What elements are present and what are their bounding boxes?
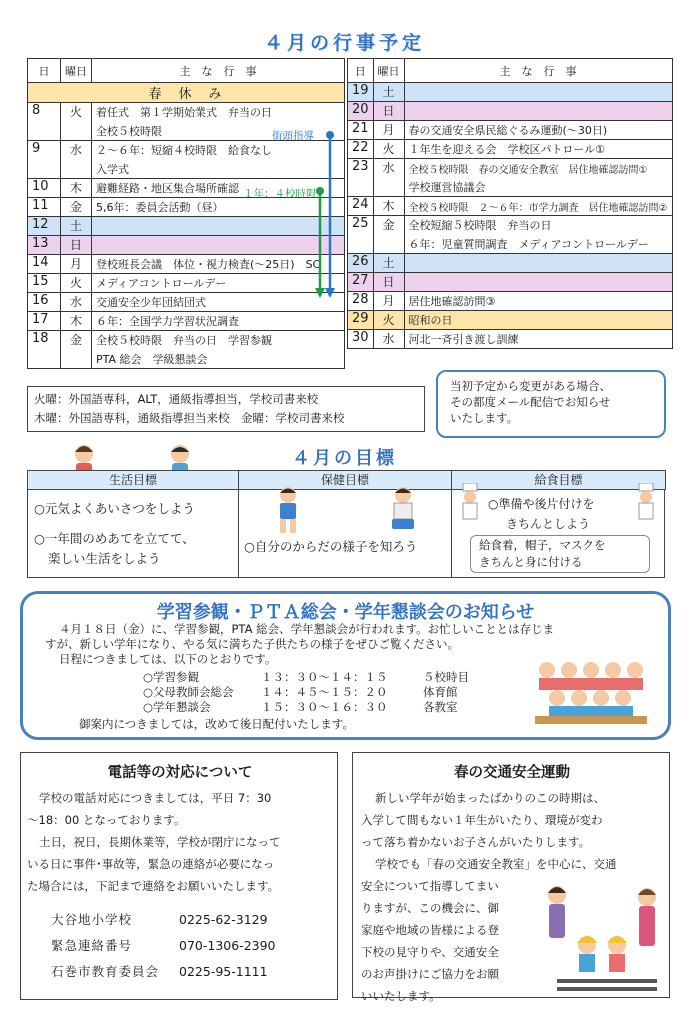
pta-body-line: ４月１８日（金）に、学習参観，PTA 総会、学年懇談会が行われます。お忙しいこととは存じま: [59, 622, 555, 636]
lunch-goal-box: [470, 535, 650, 573]
row-weekday: 月: [373, 292, 404, 311]
calendar-row: [28, 331, 345, 350]
calendar-row: [348, 83, 673, 102]
row-day: 22: [348, 140, 374, 159]
calendar-row: [348, 273, 673, 292]
contact-name: 石巻市教育委員会: [51, 964, 160, 979]
contact-name: 緊急連絡番号: [51, 938, 133, 953]
row-day: 21: [348, 121, 374, 140]
notice-line: その都度メール配信でお知らせ: [450, 395, 611, 409]
calendar-title: ４月の行事予定: [263, 32, 425, 54]
row-event: 全校短縮５校時限 弁当の日: [404, 216, 672, 235]
row-weekday: 火: [373, 140, 404, 159]
row-event: [92, 236, 345, 255]
row-event: 入学式: [92, 160, 345, 179]
lunch-box-line: きちんと身に付ける: [479, 555, 583, 569]
row-weekday: 火: [61, 274, 92, 293]
row-event: 全校５校時限 弁当の日 学習参観: [92, 331, 345, 350]
row-weekday: 水: [61, 141, 92, 179]
row-weekday: 土: [61, 217, 92, 236]
life-goal-2: ○一年間のめあてを立てて、: [34, 531, 195, 546]
row-weekday: 金: [61, 198, 92, 217]
pta-body: [45, 622, 555, 667]
row-event: 河北一斉引き渡し訓練: [404, 330, 672, 349]
health-kids-illustration: [258, 481, 428, 537]
schedule-time: １５：３０～１６：３０: [261, 700, 388, 714]
row-day: 13: [28, 236, 61, 255]
row-weekday: 土: [373, 254, 404, 273]
pta-schedule: [143, 670, 493, 715]
calendar-row: [348, 216, 673, 235]
row-day: 20: [348, 102, 374, 121]
visitors-tue: 火曜：外国語専科，ALT，通級指導担当，学校司書来校: [34, 392, 319, 406]
row-weekday: 火: [61, 103, 92, 141]
life-goal-1: ○元気よくあいさつをしよう: [34, 501, 195, 516]
visitors-thu: 木曜：外国語専科，通級指導担当来校 金曜：学校司書来校: [34, 411, 345, 425]
pta-body-line: すが、新しい学年になり、やる気に満ちた子供たちの様子をぜひご覧ください。: [45, 637, 459, 651]
col-day: 日: [28, 59, 61, 83]
row-day: 18: [28, 331, 61, 369]
row-weekday: 月: [61, 255, 92, 274]
calendar-row: [28, 293, 345, 312]
traffic-body-line: 安全について指導してまい: [361, 879, 499, 893]
chef-icon-right: [636, 483, 656, 523]
row-event: 着任式 第１学期始業式 弁当の日: [92, 103, 345, 122]
goals-title: ４月の目標: [292, 448, 397, 469]
lunch-goal-head: 給食目標: [451, 470, 666, 490]
row-day: 19: [348, 83, 374, 102]
calendar-row: [348, 140, 673, 159]
contact-number: 0225-62-3129: [179, 912, 268, 927]
pta-title: 学習参観・ＰＴＡ総会・学年懇談会のお知らせ: [156, 602, 535, 623]
calendar-row: [348, 292, 673, 311]
notice-line: いたします。: [450, 411, 519, 425]
row-event: ２～６年：短縮４校時限 給食なし: [92, 141, 345, 160]
row-event: [404, 102, 672, 121]
schedule-time: １３：３０～１４：１５: [261, 670, 388, 684]
pta-body-line: 日程につきましては、以下のとおりです。: [59, 652, 277, 666]
schedule-time: １４：４５～１５：２０: [261, 685, 388, 699]
phone-body: [27, 787, 337, 897]
traffic-body-line: って落ち着かないお子さんがいたりします。: [361, 835, 591, 849]
phone-body-line: 土日，祝日，長期休業等，学校が閉庁になって: [39, 835, 281, 849]
col-day: 日: [348, 59, 374, 83]
visitors-box: [27, 386, 425, 432]
contact-row: [51, 959, 276, 985]
calendar-row: [348, 121, 673, 140]
row-day: 30: [348, 330, 374, 349]
row-weekday: 水: [373, 159, 404, 197]
row-event: PTA 総会 学級懇談会: [92, 350, 345, 369]
row-day: 9: [28, 141, 61, 179]
row-event: 昭和の日: [404, 311, 672, 330]
contacts-list: [51, 907, 276, 985]
row-event: １年生を迎える会 学校区パトロール①: [404, 140, 672, 159]
calendar-row: [28, 217, 345, 236]
health-goal-1: ○自分のからだの様子を知ろう: [244, 539, 418, 554]
pta-footer: 御案内につきましては，改めて後日配付いたします。: [79, 717, 354, 731]
phone-body-line: 学校の電話対応につきましては，平日 7：30: [39, 791, 272, 805]
row-event: [404, 254, 672, 273]
col-weekday: 曜日: [61, 59, 92, 83]
row-event: 5,6年：委員会活動（昼）: [92, 198, 345, 217]
contact-row: [51, 907, 276, 933]
calendar-row: [28, 236, 345, 255]
schedule-name: ○学習参観: [143, 670, 200, 684]
row-day: 28: [348, 292, 374, 311]
traffic-body-line: りますが、この機会に、御: [361, 901, 499, 915]
schedule-row: [143, 670, 493, 685]
row-event: [92, 217, 345, 236]
schedule-row: [143, 700, 493, 715]
traffic-body-line: 家庭や地域の皆様による登: [361, 923, 499, 937]
row-day: 29: [348, 311, 374, 330]
four-period-label: １年：４校時限: [243, 188, 317, 200]
row-event: 避難経路・地区集合場所確認: [92, 179, 345, 198]
phone-body-line: ～18：00 となっております。: [27, 813, 186, 827]
lunch-goal-1: ○準備や後片付けを: [488, 497, 595, 511]
schedule-name: ○学年懇談会: [143, 700, 211, 714]
row-day: 10: [28, 179, 61, 198]
col-weekday: 曜日: [373, 59, 404, 83]
life-goal-3: 楽しい生活をしよう: [48, 551, 161, 566]
row-weekday: 水: [373, 330, 404, 349]
row-event: ６年：全国学力学習状況調査: [92, 312, 345, 331]
row-weekday: 月: [373, 121, 404, 140]
calendar-right-table: [347, 58, 673, 349]
row-event: 全校５校時限 春の交通安全教室 居住地確認訪問①: [404, 159, 672, 178]
row-weekday: 水: [61, 293, 92, 312]
row-day: 26: [348, 254, 374, 273]
row-day: 14: [28, 255, 61, 274]
calendar-row: [348, 102, 673, 121]
spring-break-row: 春 休 み: [28, 83, 345, 103]
row-event: [404, 83, 672, 102]
row-event: ６年：児童質問調査 メディアコントロールデー: [404, 235, 672, 254]
row-event: 学校運営協議会: [404, 178, 672, 197]
row-weekday: 火: [373, 311, 404, 330]
phone-body-line: た場合には，下記まで連絡をお願いいたします。: [27, 879, 280, 893]
row-day: 8: [28, 103, 61, 141]
traffic-body-line: 下校の見守りや、交通安全: [361, 945, 499, 959]
schedule-place: 各教室: [423, 700, 458, 714]
row-event: [404, 273, 672, 292]
row-day: 23: [348, 159, 374, 197]
calendar-row: [28, 141, 345, 160]
row-weekday: 土: [373, 83, 404, 102]
lunch-box-line: 給食着，帽子，マスクを: [479, 538, 606, 552]
calendar-row: [348, 254, 673, 273]
lunch-goal-2: きちんとしよう: [506, 517, 591, 531]
traffic-body-line: いいたします。: [361, 989, 441, 1003]
class-photo-illustration: [525, 656, 655, 728]
traffic-body-line: 学校でも「春の交通安全教室」を中心に、交通: [375, 857, 617, 871]
phone-title: 電話等の対応について: [107, 765, 253, 781]
traffic-title: 春の交通安全運動: [454, 765, 570, 781]
traffic-box: [352, 752, 670, 1003]
phone-box: [20, 752, 338, 1000]
row-day: 17: [28, 312, 61, 331]
col-events: 主 な 行 事: [92, 59, 345, 83]
schedule-place: 体育館: [423, 685, 458, 699]
row-weekday: 木: [61, 312, 92, 331]
calendar-row: [28, 103, 345, 122]
row-day: 11: [28, 198, 61, 217]
row-day: 27: [348, 273, 374, 292]
row-day: 25: [348, 216, 374, 254]
schedule-place: ５校時目: [423, 670, 469, 684]
row-weekday: 木: [61, 179, 92, 198]
calendar-row: [348, 159, 673, 178]
traffic-safety-illustration: [537, 875, 667, 995]
street-guidance-label: 街頭指導: [272, 130, 314, 142]
row-event: 全校５校時限 ２～６年：市学力調査 居住地確認訪問②: [404, 197, 672, 216]
chef-icon-left: [460, 483, 480, 523]
row-event: 交通安全少年団結団式: [92, 293, 345, 312]
row-day: 16: [28, 293, 61, 312]
calendar-left-table: [27, 58, 345, 369]
schedule-name: ○父母教師会総会: [143, 685, 234, 699]
traffic-body-line: のお声掛けにご協力をお願: [361, 967, 499, 981]
row-event: メディアコントロールデー: [92, 274, 345, 293]
row-event: 全校５校時限: [92, 122, 345, 141]
col-events: 主 な 行 事: [404, 59, 672, 83]
health-goal-head: 保健目標: [238, 470, 452, 490]
row-weekday: 日: [373, 273, 404, 292]
pta-notice: [20, 591, 671, 740]
notice-line: 当初予定から変更がある場合、: [450, 379, 611, 393]
traffic-body-line: 新しい学年が始まったばかりのこの時期は、: [375, 791, 605, 805]
traffic-body-line: 入学して間もない１年生がいたり、環境が変わ: [361, 813, 603, 827]
row-day: 15: [28, 274, 61, 293]
row-weekday: 日: [61, 236, 92, 255]
row-event: 居住地確認訪問③: [404, 292, 672, 311]
calendar-row: [348, 330, 673, 349]
row-weekday: 木: [373, 197, 404, 216]
calendar-row: [28, 312, 345, 331]
contact-name: 大谷地小学校: [51, 912, 133, 927]
contact-number: 0225-95-1111: [179, 964, 268, 979]
calendar-row: [348, 311, 673, 330]
calendar-row: [348, 197, 673, 216]
guidance-arrows: [312, 130, 342, 300]
row-weekday: 金: [373, 216, 404, 254]
life-goal-head: 生活目標: [27, 470, 239, 490]
row-weekday: 金: [61, 331, 92, 369]
row-weekday: 日: [373, 102, 404, 121]
change-notice: [436, 370, 666, 438]
phone-body-line: いる日に事件･事故等，緊急の連絡が必要になっ: [27, 857, 275, 871]
calendar-row: [28, 274, 345, 293]
contact-row: [51, 933, 276, 959]
calendar-row: [28, 255, 345, 274]
row-event: 登校班長会議 体位・視力検査(～25日) SC: [92, 255, 345, 274]
goals-box: [27, 470, 665, 578]
row-event: 春の交通安全県民総ぐるみ運動(～30日): [404, 121, 672, 140]
row-day: 24: [348, 197, 374, 216]
schedule-row: [143, 685, 493, 700]
row-day: 12: [28, 217, 61, 236]
contact-number: 070-1306-2390: [179, 938, 276, 953]
